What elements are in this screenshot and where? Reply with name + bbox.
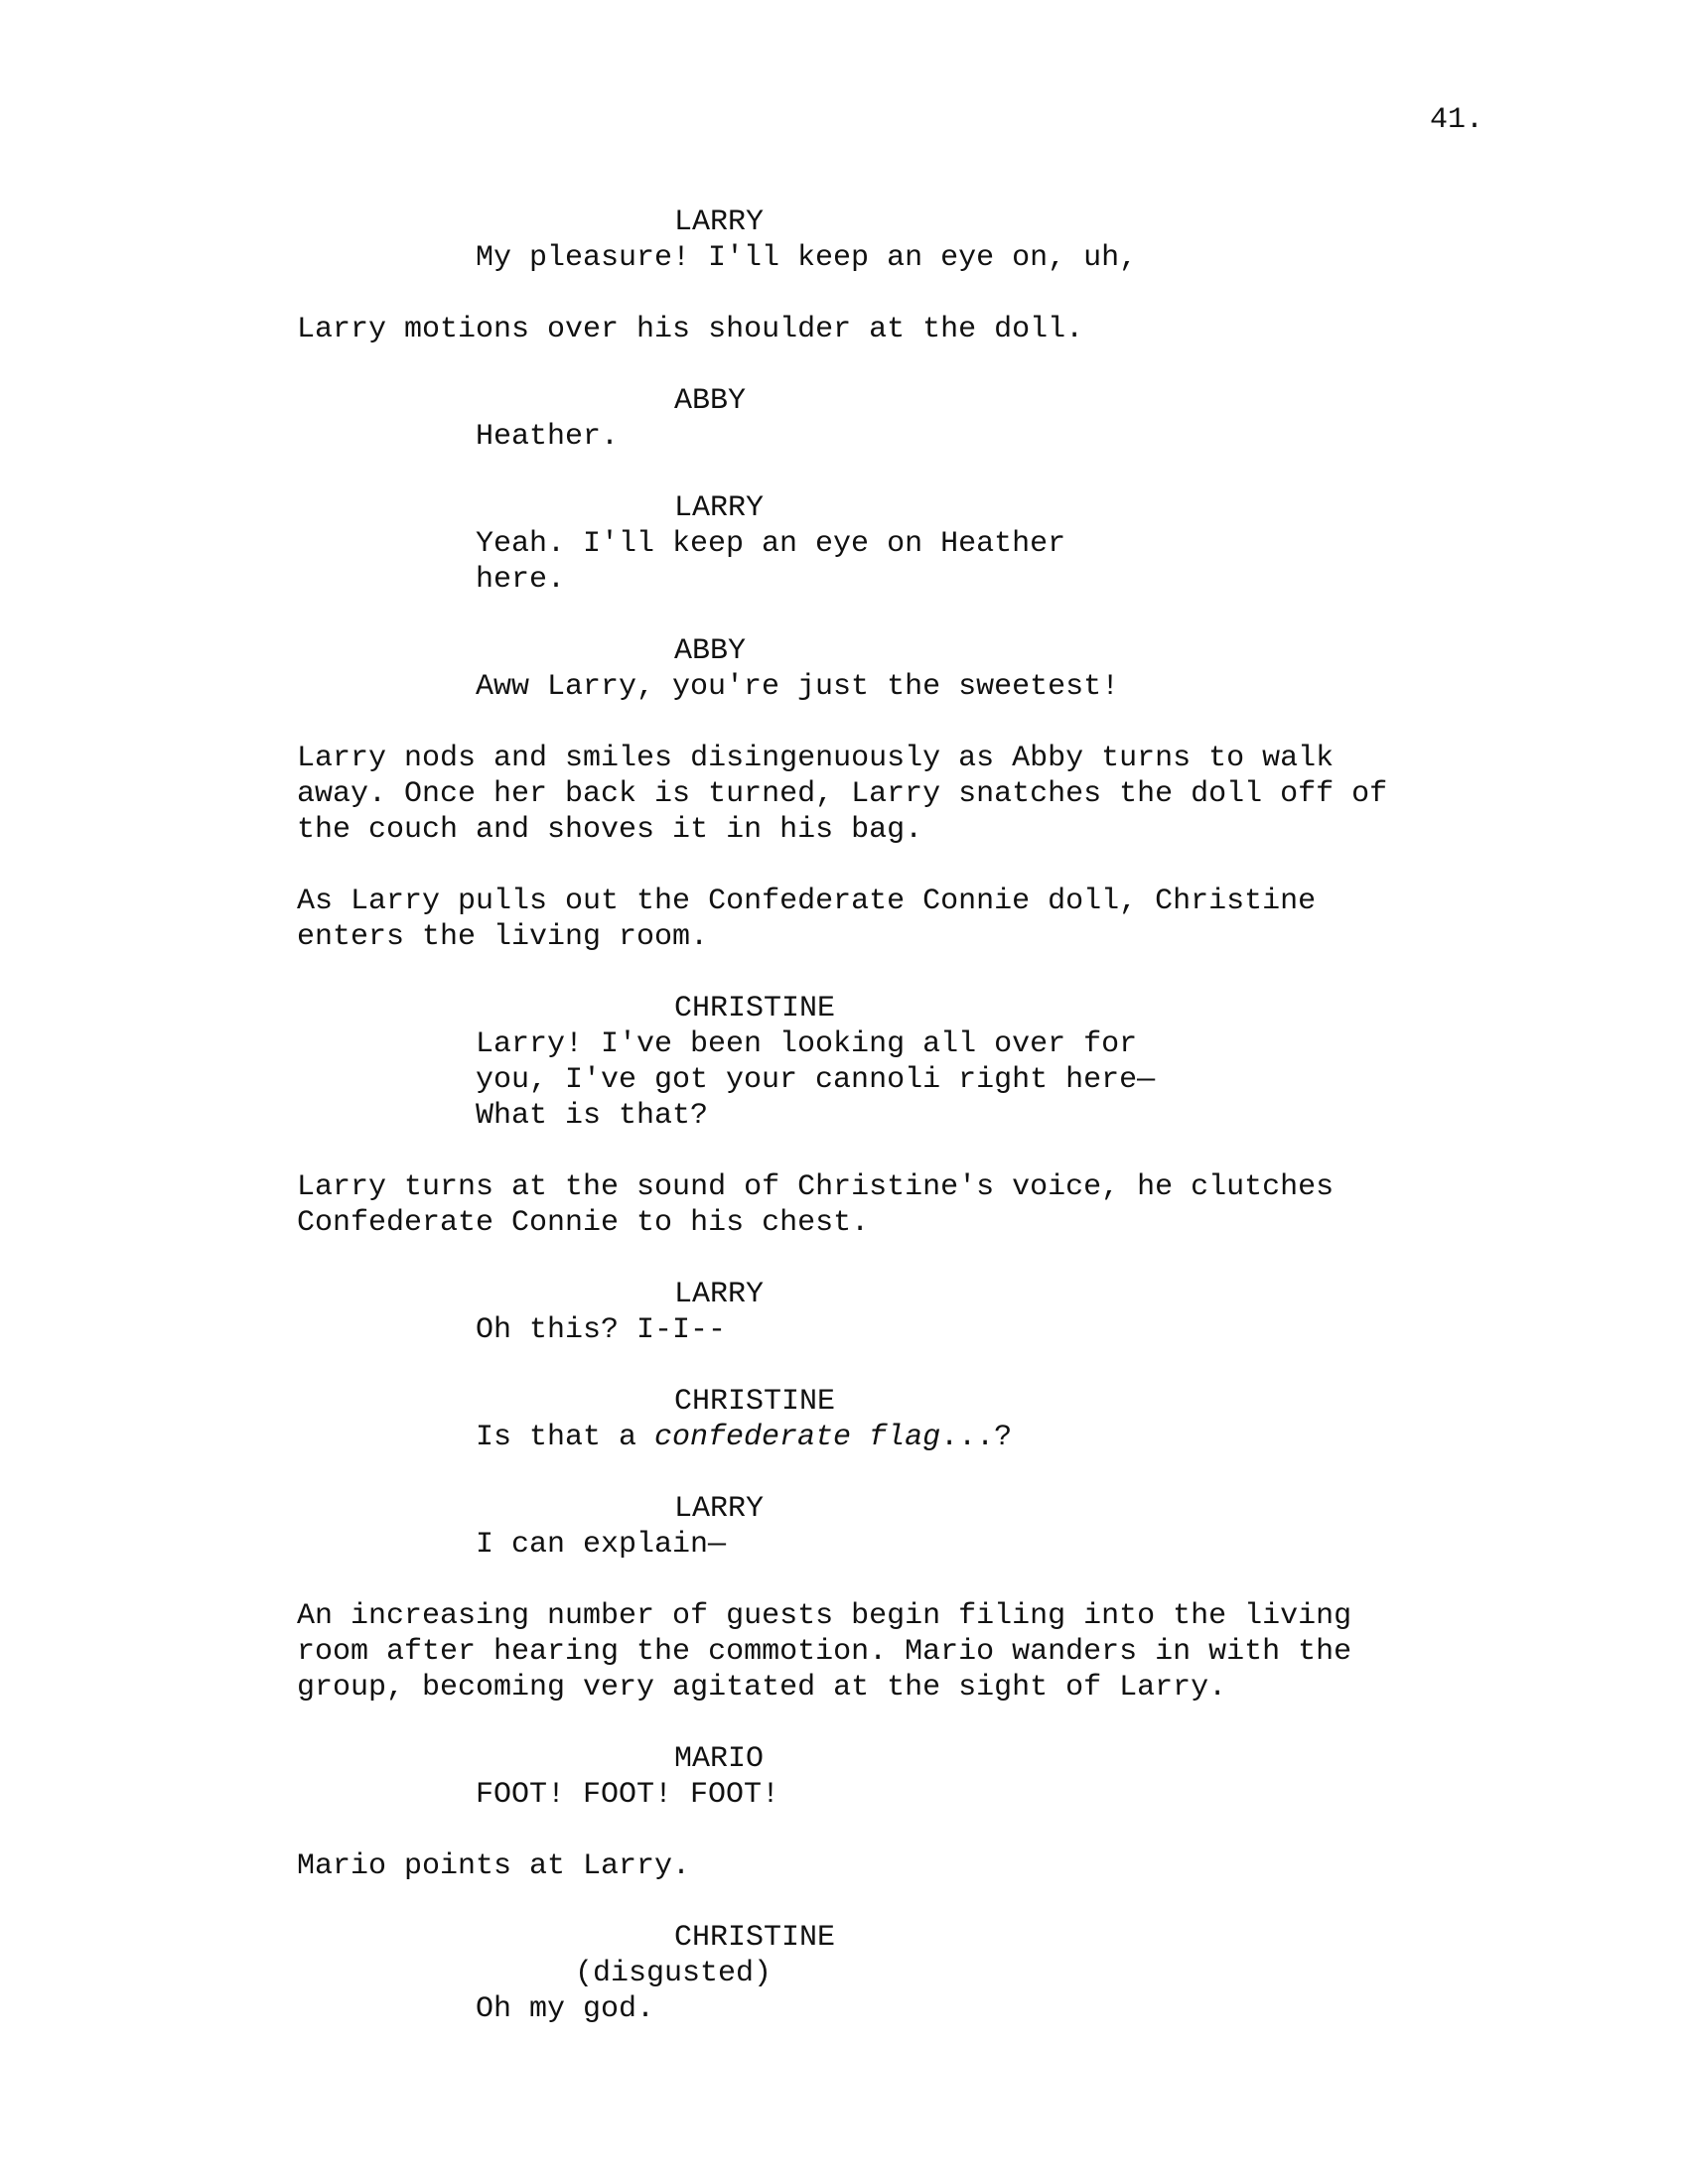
dialogue-line: I can explain—: [476, 1528, 727, 1562]
action-line: Larry nods and smiles disingenuously as Abby turns to walk: [297, 742, 1335, 775]
page-number: 41.: [1430, 103, 1484, 137]
character-name: MARIO: [674, 1742, 765, 1776]
action-line: group, becoming very agitated at the sight of Larry.: [297, 1671, 1227, 1705]
action-line: away. Once her back is turned, Larry snatches the doll off of: [297, 777, 1388, 811]
dialogue-line: [476, 1420, 1688, 1455]
dialogue-line: Larry! I've been looking all over for: [476, 1027, 1138, 1061]
action-line: the couch and shoves it in his bag.: [297, 813, 923, 847]
dialogue-line: My pleasure! I'll keep an eye on, uh,: [476, 241, 1138, 275]
character-name: ABBY: [674, 384, 747, 418]
character-name: CHRISTINE: [674, 1921, 836, 1955]
emphasized-text: confederate flag: [654, 1421, 941, 1454]
dialogue-line: Oh my god.: [476, 1992, 655, 2026]
action-line: An increasing number of guests begin filing into the living: [297, 1599, 1352, 1633]
character-name: CHRISTINE: [674, 1385, 836, 1419]
action-line: Larry turns at the sound of Christine's voice, he clutches: [297, 1170, 1335, 1204]
action-line: Mario points at Larry.: [297, 1849, 691, 1883]
character-name: ABBY: [674, 634, 747, 668]
action-line: enters the living room.: [297, 920, 709, 954]
dialogue-text: Is that a: [476, 1421, 655, 1454]
dialogue-line: Oh this? I-I--: [476, 1313, 727, 1347]
action-line: Larry motions over his shoulder at the doll.: [297, 313, 1084, 346]
action-line: Confederate Connie to his chest.: [297, 1206, 870, 1240]
dialogue-line: What is that?: [476, 1099, 709, 1133]
character-name: LARRY: [674, 1278, 765, 1311]
character-name: CHRISTINE: [674, 992, 836, 1025]
dialogue-line: Heather.: [476, 420, 620, 454]
dialogue-line: Aww Larry, you're just the sweetest!: [476, 670, 1120, 704]
screenplay-body: [0, 205, 1688, 2027]
action-line: As Larry pulls out the Confederate Connie doll, Christine: [297, 885, 1317, 918]
dialogue-line: you, I've got your cannoli right here—: [476, 1063, 1156, 1097]
parenthetical: (disgusted): [575, 1957, 773, 1990]
dialogue-text: ...?: [940, 1421, 1013, 1454]
character-name: LARRY: [674, 1492, 765, 1526]
action-line: room after hearing the commotion. Mario wanders in with the: [297, 1635, 1352, 1669]
character-name: LARRY: [674, 205, 765, 239]
dialogue-line: FOOT! FOOT! FOOT!: [476, 1778, 780, 1812]
character-name: LARRY: [674, 491, 765, 525]
dialogue-line: Yeah. I'll keep an eye on Heather: [476, 527, 1066, 561]
dialogue-line: here.: [476, 563, 566, 597]
